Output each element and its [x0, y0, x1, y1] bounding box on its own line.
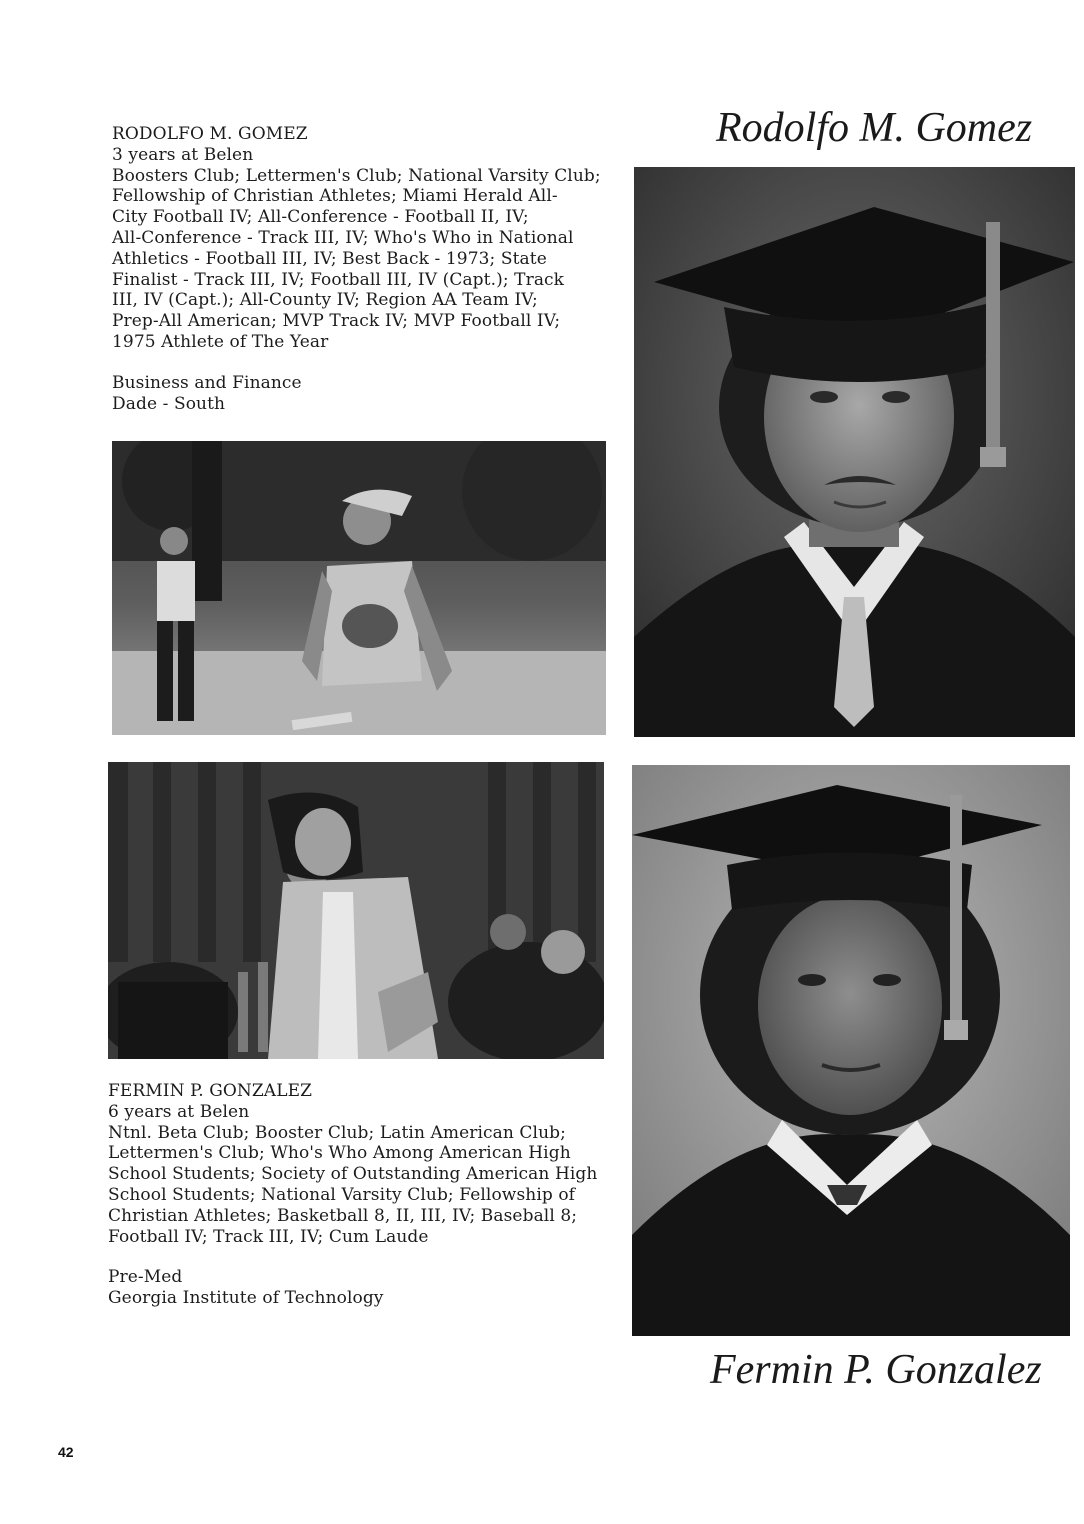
student1-activity-line: Athletics - Football III, IV; Best Back - 1973; State — [112, 248, 547, 269]
student1-college: Dade - South — [112, 393, 226, 414]
student2-college: Georgia Institute of Technology — [108, 1288, 384, 1309]
student2-major: Pre-Med — [108, 1267, 183, 1288]
page-number: 42 — [58, 1444, 74, 1460]
student2-activity-line: Football IV; Track III, IV; Cum Laude — [108, 1226, 429, 1247]
student2-activity-line: Lettermen's Club; Who's Who Among American High — [108, 1143, 571, 1164]
student1-activity-line: Finalist - Track III, IV; Football III, IV (Capt.); Track — [112, 269, 565, 290]
student1-portrait-photo — [634, 167, 1075, 737]
student1-activity-line: III, IV (Capt.); All-County IV; Region AA Team IV; — [112, 290, 538, 311]
student2-signature: Fermin P. Gonzalez — [710, 1347, 1042, 1393]
student1-years: 3 years at Belen — [112, 144, 254, 165]
track-meet-photo — [112, 441, 606, 735]
student1-activity-line: 1975 Athlete of The Year — [112, 331, 329, 352]
student2-activity-line: Ntnl. Beta Club; Booster Club; Latin American Club; — [108, 1122, 566, 1143]
student2-name: FERMIN P. GONZALEZ — [108, 1081, 312, 1101]
student2-years: 6 years at Belen — [108, 1101, 250, 1122]
student1-bio — [112, 124, 601, 414]
awards-ceremony-photo — [108, 762, 604, 1059]
student1-activity-line: City Football IV; All-Conference - Football II, IV; — [112, 207, 529, 228]
student2-activity-line: Christian Athletes; Basketball 8, II, III, IV; Baseball 8; — [108, 1205, 578, 1226]
student1-activity-line: All-Conference - Track III, IV; Who's Who in National — [112, 227, 574, 248]
student1-major: Business and Finance — [112, 372, 302, 393]
student1-activity-line: Prep-All American; MVP Track IV; MVP Football IV; — [112, 311, 561, 332]
student2-activity-line: School Students; National Varsity Club; Fellowship of — [108, 1184, 576, 1205]
student1-name: RODOLFO M. GOMEZ — [112, 124, 308, 144]
student2-portrait-photo — [632, 765, 1070, 1336]
student1-activity-line: Fellowship of Christian Athletes; Miami Herald All- — [112, 186, 558, 207]
student2-activity-line: School Students; Society of Outstanding American High — [108, 1164, 598, 1185]
student2-bio — [108, 1081, 597, 1309]
student1-activity-line: Boosters Club; Lettermen's Club; National Varsity Club; — [112, 165, 601, 186]
student1-signature: Rodolfo M. Gomez — [716, 105, 1033, 151]
